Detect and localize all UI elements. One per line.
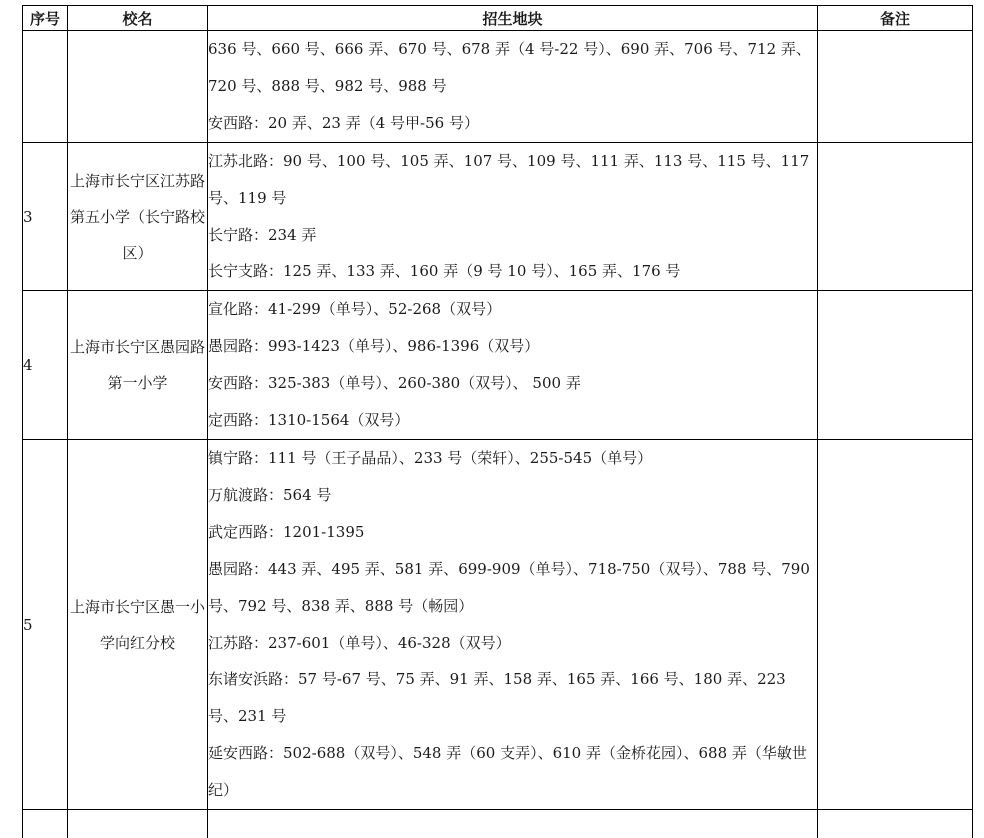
block-line: 长宁路：234 弄 [208,225,317,244]
block-line: 延安西路：502-688（双号）、548 弄（60 支弄）、610 弄（金桥花园）、688 弄（华敏世纪） [208,744,807,800]
table-row [23,142,973,291]
table-row [23,31,973,143]
block-line: 长宁支路：125 弄、133 弄、160 弄（9 号 10 号）、165 弄、176 号 [208,262,681,281]
row-idx: 4 [23,291,68,440]
block-line: 镇宁路：111 号（王子晶品）、233 号（荣轩）、255-545（单号） [208,448,653,467]
block-line: 愚园路：443 弄、495 弄、581 弄、699-909（单号）、718-750（双号）、788 号、790 号、792 号、838 弄、888 号（畅园） [208,559,810,615]
row-blocks [208,31,818,143]
block-line: 宣化路：41-299（单号）、52-268（双号） [208,300,502,319]
block-line: 安西路：325-383（单号）、260-380（双号）、 500 弄 [208,374,581,393]
row-remark [818,31,973,143]
row-remark [818,810,973,838]
block-line: 安西路：20 弄、23 弄（4 号甲-56 号） [208,113,479,132]
row-school: 上海市长宁区江苏路第五小学（长宁路校区） [68,142,208,291]
row-idx [23,810,68,838]
block-line: 江苏北路：90 号、100 号、105 弄、107 号、109 号、111 弄、113 号、115 号、117 号、119 号 [208,151,810,207]
row-school [68,810,208,838]
block-line: 万航渡路：564 号 [208,485,332,504]
row-idx: 3 [23,142,68,291]
row-school: 上海市长宁区愚园路第一小学 [68,291,208,440]
header-row [23,6,973,31]
header-remark: 备注 [818,6,973,31]
table-row [23,439,973,809]
block-line: 愚园路：993-1423（单号）、986-1396（双号） [208,337,540,356]
block-line: 江苏路：237-601（单号）、46-328（双号） [208,633,511,652]
row-remark [818,291,973,440]
enrollment-table [22,5,973,838]
block-line: 636 号、660 号、666 弄、670 号、678 弄（4 号-22 号）、690 弄、706 号、712 弄、720 号、888 号、982 号、988 号 [208,40,811,95]
block-line: 武定西路：1201-1395 [208,522,365,541]
row-school: 上海市长宁区愚一小学向红分校 [68,439,208,809]
table-row [23,810,973,838]
header-idx: 序号 [23,6,68,31]
row-remark [818,439,973,809]
row-school [68,31,208,143]
table-row [23,291,973,440]
row-blocks [208,810,818,838]
block-line: 定西路：1310-1564（双号） [208,411,410,430]
row-idx: 5 [23,439,68,809]
row-blocks [208,142,818,291]
block-line: 东诸安浜路：57 号-67 号、75 弄、91 弄、158 弄、165 弄、166 号、180 弄、223 号、231 号 [208,670,786,726]
header-school: 校名 [68,6,208,31]
row-blocks [208,439,818,809]
row-remark [818,142,973,291]
header-blocks: 招生地块 [208,6,818,31]
row-blocks [208,291,818,440]
row-idx [23,31,68,143]
